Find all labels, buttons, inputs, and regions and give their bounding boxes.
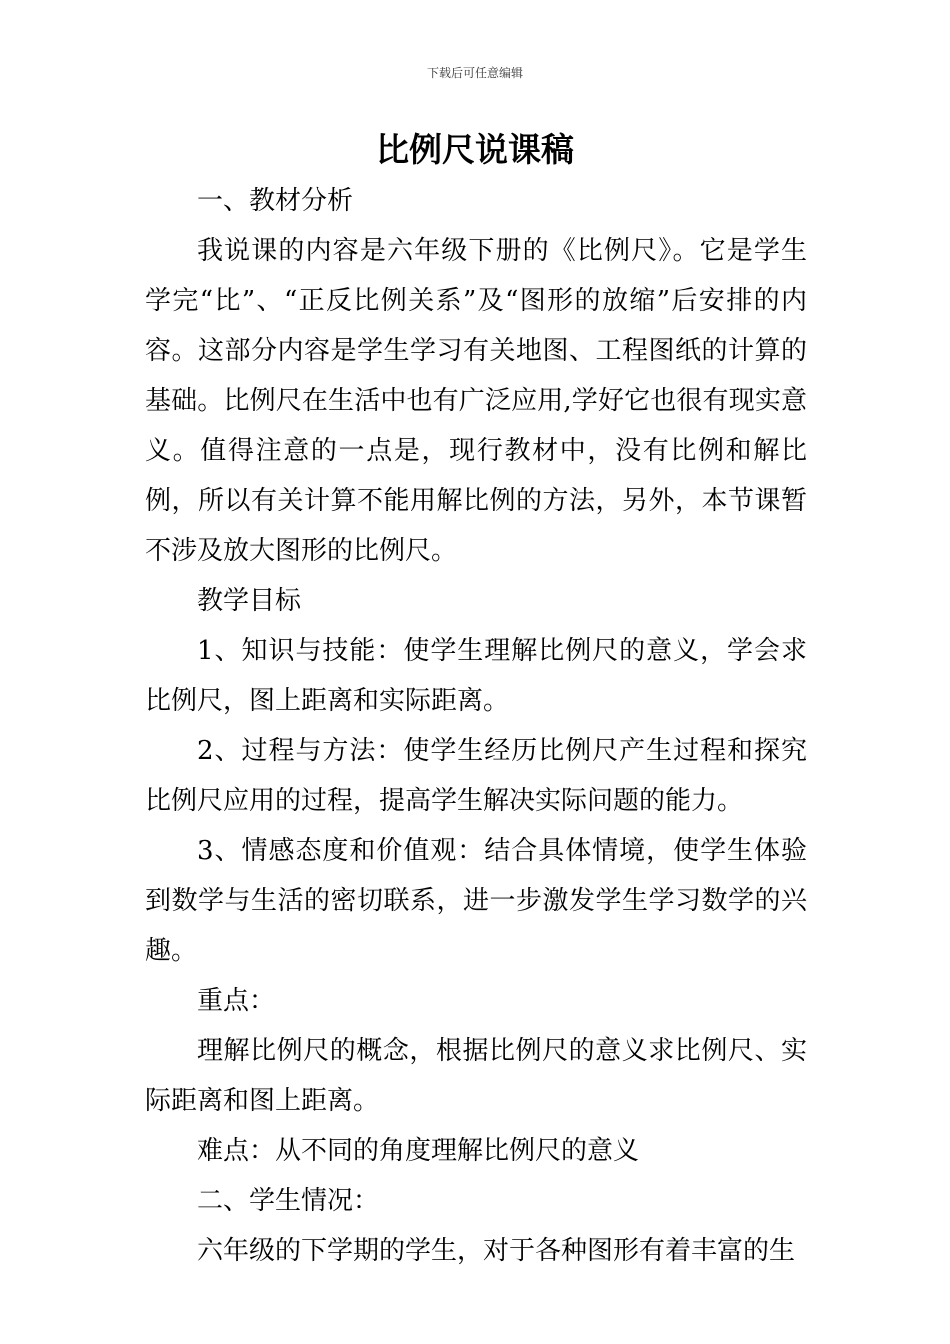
paragraph-key-points: 理解比例尺的概念，根据比例尺的意义求比例尺、实际距离和图上距离。 (145, 1036, 807, 1116)
paragraph-goal-knowledge: 1、知识与技能：使学生理解比例尺的意义，学会求比例尺，图上距离和实际距离。 (145, 636, 807, 716)
section-heading-key-points: 重点： (197, 986, 276, 1016)
section-heading-textbook-analysis: 一、教材分析 (197, 186, 354, 216)
paragraph-goal-attitude: 3、情感态度和价值观：结合具体情境，使学生体验到数学与生活的密切联系，进一步激发学生学习数学的兴趣。 (145, 836, 807, 966)
section-heading-student-situation: 二、学生情况： (197, 1186, 380, 1216)
section-heading-teaching-goals: 教学目标 (197, 586, 302, 616)
document-body (145, 176, 807, 1276)
paragraph-textbook-content: 我说课的内容是六年级下册的《比例尺》。它是学生学完“比”、“正反比例关系”及“图形的放缩”后安排的内容。这部分内容是学生学习有关地图、工程图纸的计算的基础。比例尺在生活中也有广泛应用,学好它也很有现实意义。值得注意的一点是，现行教材中，没有比例和解比例，所以有关计算不能用解比例的方法，另外，本节课暂不涉及放大图形的比例尺。 (145, 236, 807, 566)
paragraph-student-situation: 六年级的下学期的学生，对于各种图形有着丰富的生 (197, 1236, 796, 1266)
page-header-note: 下载后可任意编辑 (426, 66, 523, 80)
paragraph-goal-process: 2、过程与方法：使学生经历比例尺产生过程和探究比例尺应用的过程，提高学生解决实际问题的能力。 (145, 736, 807, 816)
paragraph-difficulty: 难点：从不同的角度理解比例尺的意义 (197, 1136, 640, 1166)
document-title: 比例尺说课稿 (376, 130, 574, 169)
